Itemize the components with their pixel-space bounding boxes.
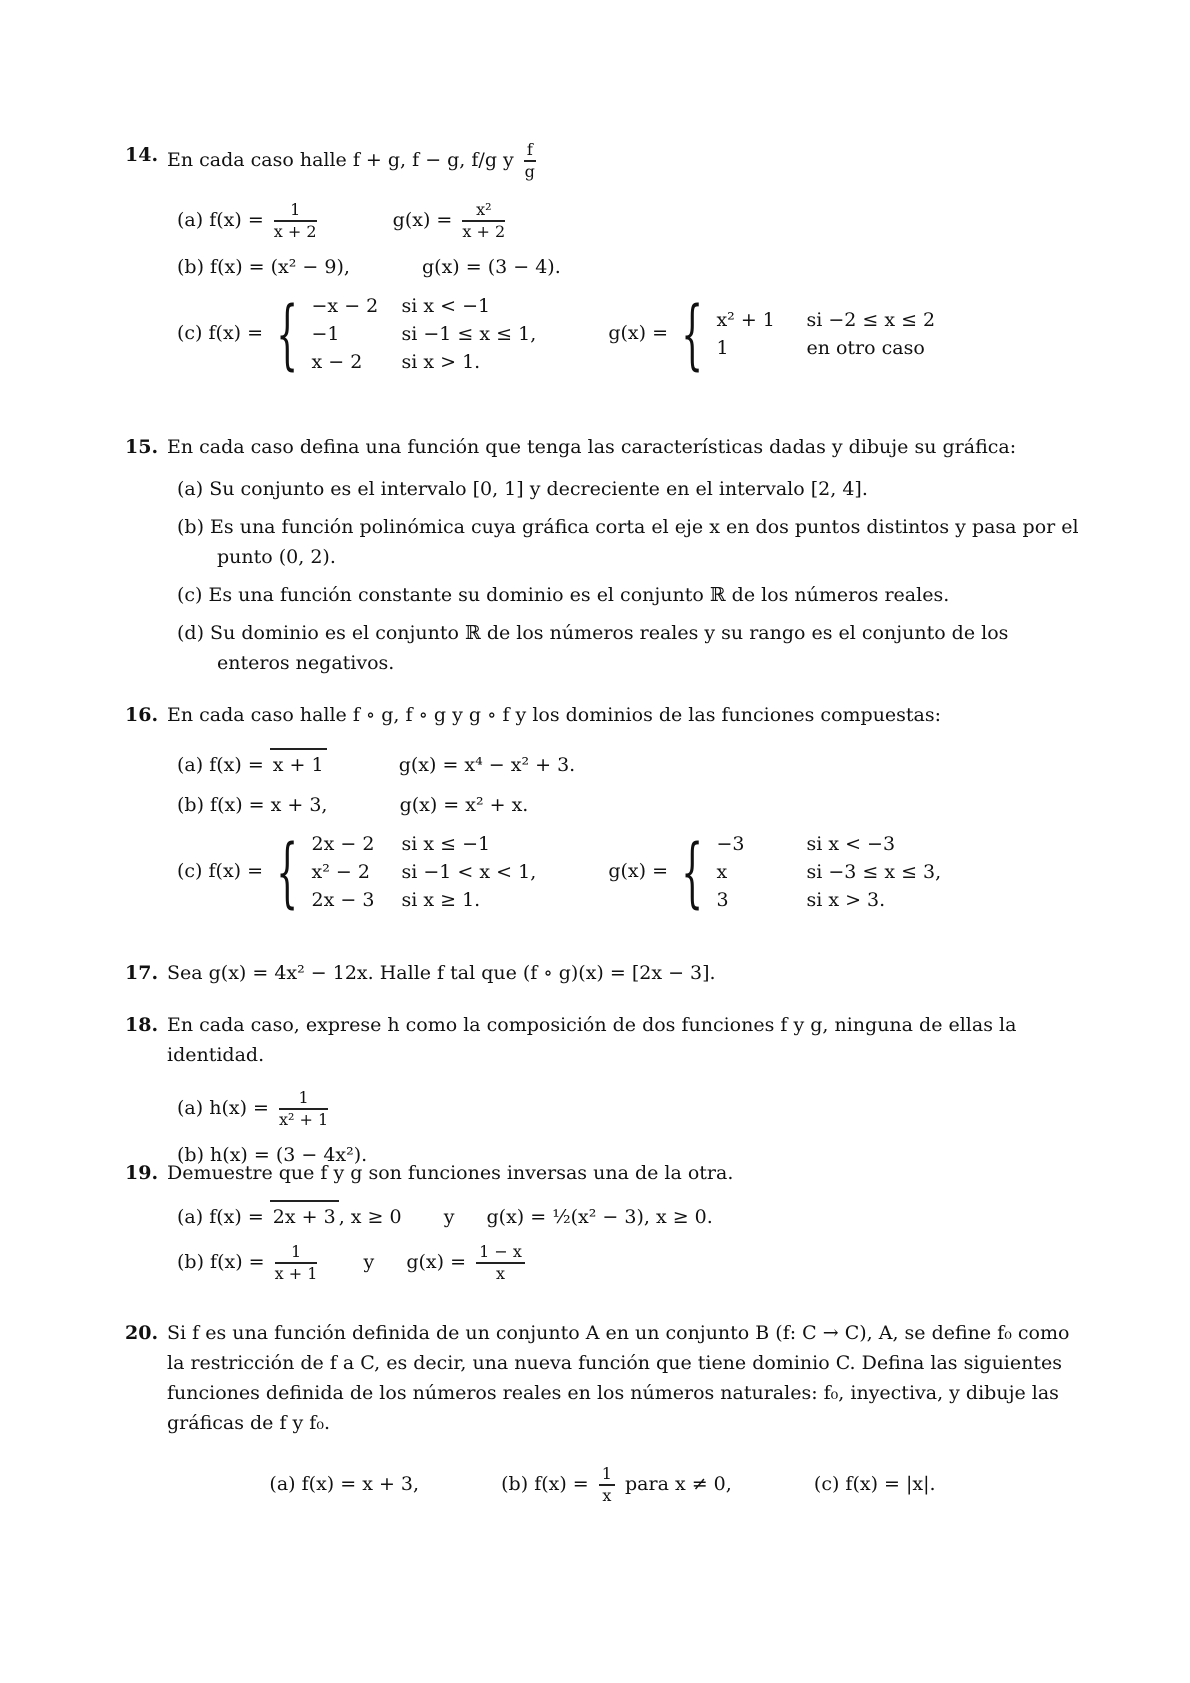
item-a: (a) f(x) = $\frac{1}{x + 2}$ g(x) = $\frac{\text{x²}}{x + 2}$ <box>177 200 506 241</box>
problem-number: 19. <box>125 1162 159 1184</box>
problem-14 <box>125 140 1080 386</box>
item-list <box>125 1464 1080 1506</box>
fraction: $\frac{1}{x + 2}$ <box>273 200 317 241</box>
problem-statement: Si f es una función definida de un conjunto A en un conjunto B (f: C → C), A, se define f₀ como la restricción de f a C, es decir, una nueva función que tiene dominio C. Defina las siguientes funciones definida de los números reales en los números naturales: f₀, inyectiva, y dibuje las gráficas de f y f₀. <box>167 1322 1070 1434</box>
piecewise-cases: x² + 1 si −2 ≤ x ≤ 2 1 en otro caso <box>716 309 936 359</box>
item-list <box>177 200 1080 376</box>
item-c: (c) f(x) = |x|. <box>813 1473 936 1495</box>
item-c: (c) Es una función constante su dominio es el conjunto ℝ de los números reales. <box>177 584 950 606</box>
item-c: (c) f(x) = { 2x − 2 si x ≤ −1 x² − 2 si −1 < x < 1, 2x − 3 si x ≥ 1. g(x) = { −3 si x < −3 x si −3 ≤ x ≤ 3, 3 si x > 3. <box>177 827 942 916</box>
item-b: (b) Es una función polinómica cuya gráfica corta el eje x en dos puntos distintos y pasa por el punto (0, 2). <box>177 516 1079 568</box>
item-list <box>177 748 1080 914</box>
piecewise-cases: −3 si x < −3 x si −3 ≤ x ≤ 3, 3 si x > 3. <box>716 833 942 911</box>
fraction: $\frac{1}{x + 1}$ <box>274 1242 318 1283</box>
item-list <box>177 1200 1080 1284</box>
item-b: (b) f(x) = (x² − 9), g(x) = (3 − 4). <box>177 256 561 278</box>
item-b: (b) h(x) = (3 − 4x²). <box>177 1144 368 1166</box>
item-list <box>177 474 1080 678</box>
item-a: (a) Su conjunto es el intervalo [0, 1] y decreciente en el intervalo [2, 4]. <box>177 478 868 500</box>
item-a: (a) h(x) = $\frac{1}{\text{x² + 1}}$ <box>177 1088 329 1129</box>
fraction: $\frac{1}{x}$ <box>599 1464 615 1506</box>
problem-number: 17. <box>125 962 159 984</box>
fraction: $\frac{1 - x}{x}$ <box>476 1242 525 1284</box>
problem-number: 16. <box>125 704 159 726</box>
problem-16 <box>125 700 1080 924</box>
fraction: $\frac{\text{x²}}{x + 2}$ <box>462 200 506 241</box>
item-c: (c) f(x) = { −x − 2 si x < −1 −1 si −1 ≤ x ≤ 1, x − 2 si x > 1. g(x) = { x² + 1 si −2 ≤ x ≤ 2 1 en otro caso <box>177 289 936 378</box>
item-b: (b) f(x) = $\frac{1}{x}$ para x ≠ 0, <box>501 1464 732 1505</box>
problem-20 <box>125 1318 1080 1506</box>
square-root: 2x + 3 <box>270 1200 339 1232</box>
item-d: (d) Su dominio es el conjunto ℝ de los números reales y su rango es el conjunto de los enteros negativos. <box>177 622 1009 674</box>
item-a: (a) f(x) = x + 1 g(x) = x⁴ − x² + 3. <box>177 748 1080 780</box>
problem-number: 18. <box>125 1014 159 1036</box>
problem-number: 20. <box>125 1322 159 1344</box>
problem-19 <box>125 1158 1080 1294</box>
left-brace: { <box>276 827 299 916</box>
left-brace: { <box>276 289 299 378</box>
problem-number: 14. <box>125 144 159 166</box>
item-a: (a) f(x) = 2x + 3 , x ≥ 0 y g(x) = ½(x² − 3), x ≥ 0. <box>177 1200 1080 1232</box>
square-root: x + 1 <box>270 748 327 780</box>
problem-statement: Demuestre que f y g son funciones inversas una de la otra. <box>167 1162 734 1184</box>
problem-15 <box>125 432 1080 686</box>
problem-statement: En cada caso halle f + g, f − g, f/g y $\frac{f}{g}$ <box>167 140 535 181</box>
left-brace: { <box>681 827 704 916</box>
problem-number: 15. <box>125 436 159 458</box>
fraction: $\frac{f}{g}$ <box>524 140 535 181</box>
item-b: (b) f(x) = x + 3, g(x) = x² + x. <box>177 794 529 816</box>
problem-statement: En cada caso, exprese h como la composición de dos funciones f y g, ninguna de ellas la identidad. <box>167 1014 1017 1066</box>
left-brace: { <box>681 289 704 378</box>
problem-statement: Sea g(x) = 4x² − 12x. Halle f tal que (f ∘ g)(x) = [2x − 3]. <box>167 962 716 984</box>
piecewise-cases: −x − 2 si x < −1 −1 si −1 ≤ x ≤ 1, x − 2 si x > 1. <box>311 295 537 373</box>
problem-17 <box>125 958 1080 988</box>
piecewise-cases: 2x − 2 si x ≤ −1 x² − 2 si −1 < x < 1, 2x − 3 si x ≥ 1. <box>311 833 537 911</box>
problem-statement: En cada caso defina una función que tenga las características dadas y dibuje su gráfica: <box>167 436 1017 458</box>
problem-statement: En cada caso halle f ∘ g, f ∘ g y g ∘ f y los dominios de las funciones compuestas: <box>167 704 942 726</box>
problem-18 <box>125 1010 1080 1180</box>
fraction: $\frac{1}{\text{x² + 1}}$ <box>279 1088 329 1129</box>
item-a: (a) f(x) = x + 3, <box>269 1473 420 1495</box>
item-b: (b) f(x) = $\frac{1}{x + 1}$ y g(x) = $\frac{1 - x}{x}$ <box>177 1242 1080 1284</box>
